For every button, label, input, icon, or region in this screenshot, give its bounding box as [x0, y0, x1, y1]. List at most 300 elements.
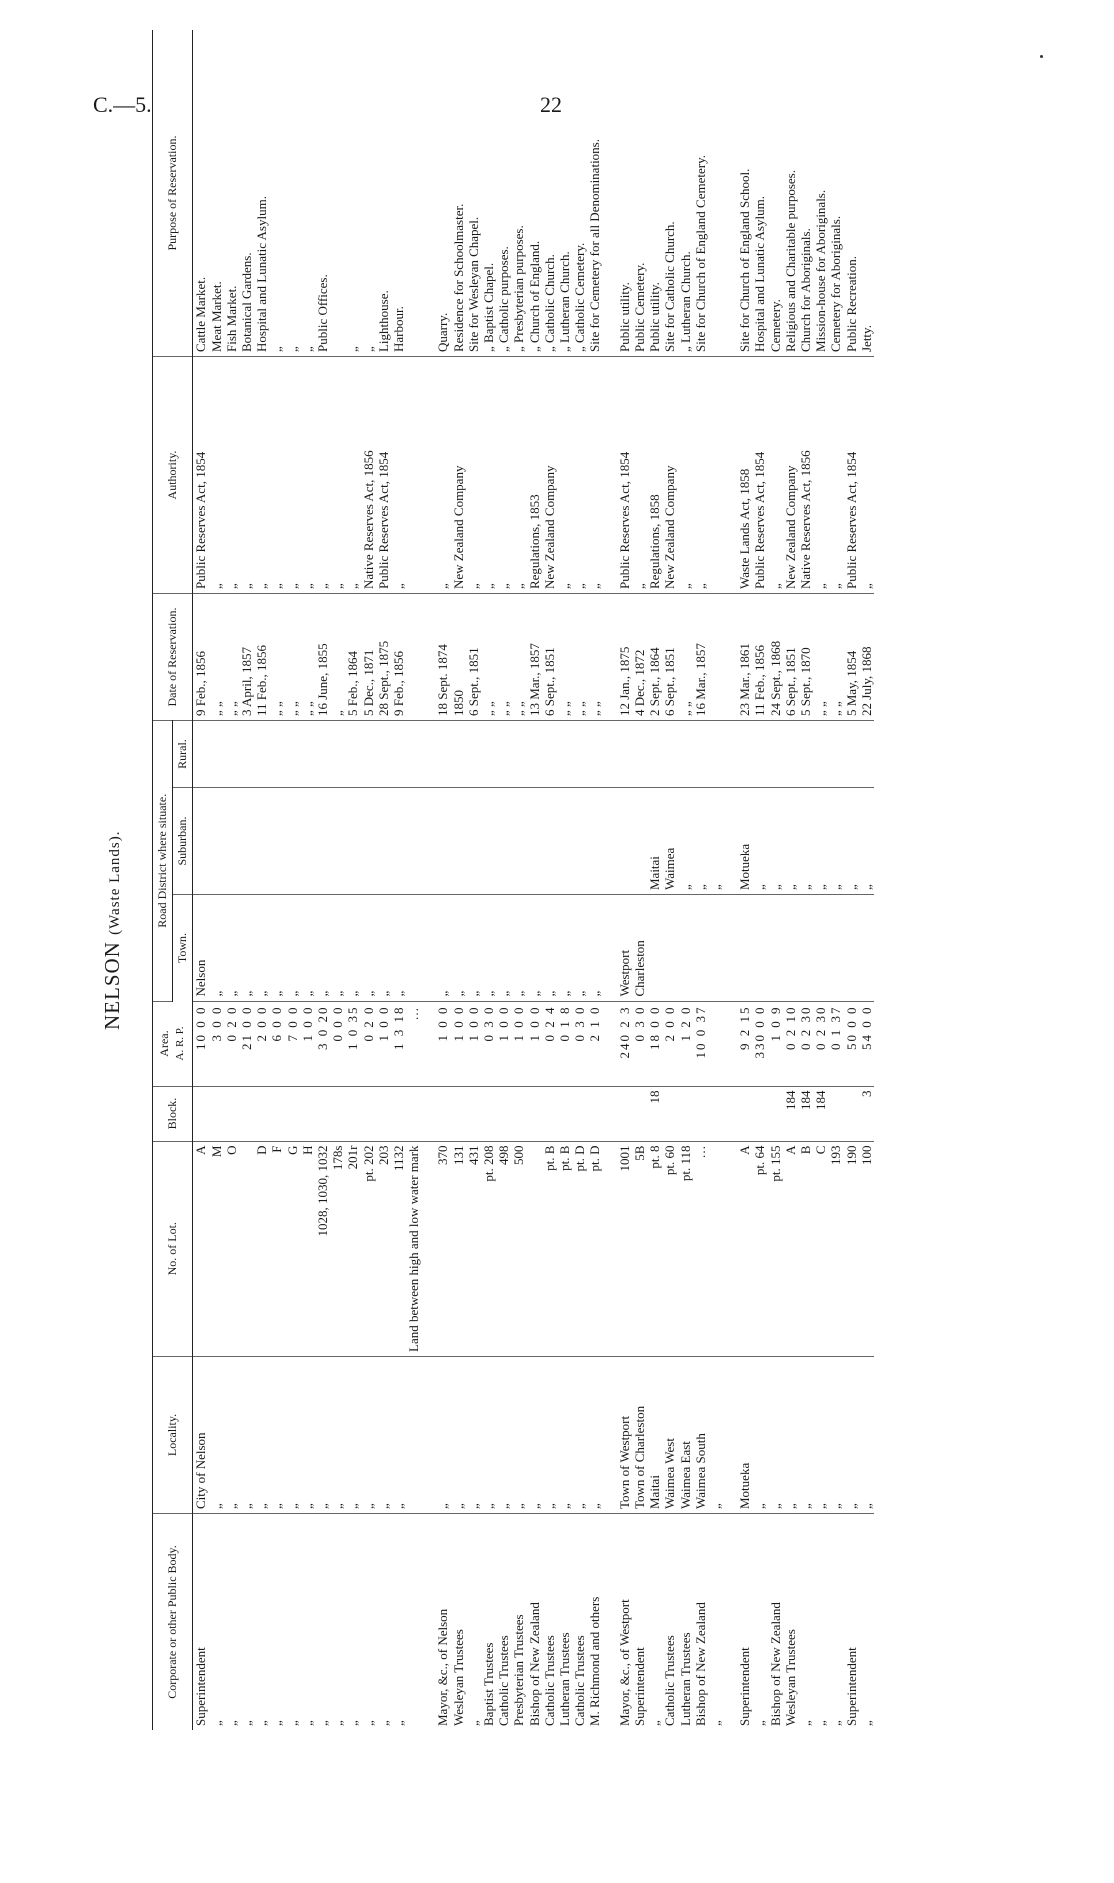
authority-cell: „ [269, 357, 284, 594]
date-cell: „ „ [813, 594, 828, 721]
block-cell [254, 1086, 269, 1141]
table-row [678, 30, 693, 1730]
locality-cell: „ [828, 1357, 843, 1514]
locality-cell: „ [209, 1357, 224, 1514]
authority-cell [708, 357, 723, 594]
area-cell: 1 0 0 [466, 1001, 481, 1086]
date-cell: „ „ [828, 594, 843, 721]
rural-cell [798, 721, 813, 788]
rural-cell [239, 721, 254, 788]
town-cell: „ [330, 895, 345, 1002]
body-cell: „ [239, 1720, 255, 1726]
table-row [435, 30, 450, 1730]
block-cell [345, 1086, 360, 1141]
purpose-cell: Public utility. [617, 30, 632, 357]
locality-cell: „ [844, 1357, 859, 1514]
area-cell: 0 1 37 [828, 1001, 843, 1086]
body-cell: Bishop of New Zealand [767, 1602, 783, 1726]
date-cell: 16 Mar., 1857 [693, 594, 708, 721]
date-cell: 5 Sept., 1870 [798, 594, 813, 721]
lot-cell: 178s [330, 1141, 345, 1356]
table-row [557, 30, 572, 1730]
block-cell [193, 1086, 209, 1141]
date-cell [708, 594, 723, 721]
locality-cell: „ [300, 1357, 315, 1514]
purpose-cell: „ [300, 30, 315, 357]
authority-cell: „ [572, 357, 587, 594]
authority-cell: „ [678, 357, 693, 594]
town-cell [828, 895, 843, 1002]
date-cell: 12 Jan., 1875 [617, 594, 632, 721]
col-block: Block. [153, 1086, 193, 1141]
date-cell: 16 June, 1855 [315, 594, 330, 721]
rural-cell [572, 721, 587, 788]
col-purpose: Purpose of Reservation. [153, 30, 193, 357]
suburban-cell [285, 788, 300, 895]
lot-cell: 203 [376, 1141, 391, 1356]
rural-cell [254, 721, 269, 788]
suburban-cell: „ [678, 788, 693, 895]
suburban-cell: „ [844, 788, 859, 895]
town-cell [647, 895, 662, 1002]
suburban-cell [406, 788, 421, 895]
rural-cell [828, 721, 843, 788]
area-cell: … [406, 1001, 421, 1086]
locality-cell: „ [315, 1357, 330, 1514]
area-cell: 10 0 0 [193, 1001, 209, 1086]
suburban-cell [587, 788, 602, 895]
town-cell: „ [285, 895, 300, 1002]
date-cell: 6 Sept., 1851 [662, 594, 677, 721]
table-row [768, 30, 783, 1730]
area-cell: 3 0 0 [209, 1001, 224, 1086]
lot-cell [239, 1141, 254, 1356]
table-row [391, 30, 406, 1730]
block-cell: 18 [647, 1086, 662, 1141]
table-row [587, 30, 602, 1730]
lot-cell: pt. 155 [768, 1141, 783, 1356]
suburban-cell [361, 788, 376, 895]
rural-cell [376, 721, 391, 788]
purpose-cell: Hospital and Lunatic Asylum. [752, 30, 767, 357]
block-cell [376, 1086, 391, 1141]
lot-cell: pt. B [557, 1141, 572, 1356]
lot-cell: C [813, 1141, 828, 1356]
town-cell: „ [209, 895, 224, 1002]
block-cell [542, 1086, 557, 1141]
authority-cell: Public Reserves Act, 1854 [193, 357, 209, 594]
date-cell: „ „ [300, 594, 315, 721]
body-cell: Superintendent [631, 1647, 647, 1726]
body-cell: „ [647, 1720, 663, 1726]
purpose-cell: „ Catholic purposes. [496, 30, 511, 357]
lot-cell: 193 [828, 1141, 843, 1356]
date-cell: 5 Feb., 1864 [345, 594, 360, 721]
block-cell [527, 1086, 542, 1141]
area-cell: 10 0 37 [693, 1001, 708, 1086]
suburban-cell [315, 788, 330, 895]
area-cell: 0 1 8 [557, 1001, 572, 1086]
purpose-cell: Cattle Market. [193, 30, 209, 357]
suburban-cell [511, 788, 526, 895]
rural-cell [768, 721, 783, 788]
town-cell [737, 895, 752, 1002]
table-row [783, 30, 798, 1730]
authority-cell: „ [813, 357, 828, 594]
table-row [752, 30, 767, 1730]
reserves-table-container [152, 30, 1012, 1730]
town-cell [768, 895, 783, 1002]
locality-cell: „ [542, 1357, 557, 1514]
speck-mark [1040, 55, 1043, 58]
table-row [511, 30, 526, 1730]
locality-cell: „ [708, 1357, 723, 1514]
block-cell [617, 1086, 632, 1141]
table-row [496, 30, 511, 1730]
authority-cell: „ [496, 357, 511, 594]
body-cell: Wesleyan Trustees [450, 1629, 466, 1726]
locality-cell: Maitai [647, 1357, 662, 1514]
table-row [572, 30, 587, 1730]
table-row [451, 30, 466, 1730]
area-cell: 1 0 0 [451, 1001, 466, 1086]
document-reference: C.—5. [93, 92, 152, 117]
locality-cell: City of Nelson [193, 1357, 209, 1514]
lot-cell: pt. D [572, 1141, 587, 1356]
town-cell: Westport [617, 895, 632, 1002]
body-cell: „ [752, 1720, 768, 1726]
rural-cell [511, 721, 526, 788]
date-cell: 22 July, 1868 [859, 594, 874, 721]
town-cell: „ [361, 895, 376, 1002]
locality-cell: „ [859, 1357, 874, 1514]
row-spacer [723, 30, 737, 1730]
purpose-cell: „ Lutheran Church. [678, 30, 693, 357]
locality-cell: „ [768, 1357, 783, 1514]
body-cell: „ [391, 1720, 407, 1726]
lot-cell: 5B [632, 1141, 647, 1356]
purpose-cell: Site for Wesleyan Chapel. [466, 30, 481, 357]
body-cell: „ [254, 1720, 270, 1726]
title-sub: (Waste Lands). [107, 830, 123, 935]
rural-cell [406, 721, 421, 788]
purpose-cell: Lighthouse. [376, 30, 391, 357]
table-row [376, 30, 391, 1730]
lot-cell: F [269, 1141, 284, 1356]
rural-cell [737, 721, 752, 788]
table-row [224, 30, 239, 1730]
rural-cell [285, 721, 300, 788]
block-cell [300, 1086, 315, 1141]
date-cell: 6 Sept., 1851 [466, 594, 481, 721]
area-cell: 54 0 0 [859, 1001, 874, 1086]
rural-cell [391, 721, 406, 788]
lot-cell: 190 [844, 1141, 859, 1356]
lot-cell: 201r [345, 1141, 360, 1356]
date-cell: „ „ [587, 594, 602, 721]
purpose-cell: „ Lutheran Church. [557, 30, 572, 357]
area-cell: 1 0 0 [376, 1001, 391, 1086]
rural-cell [752, 721, 767, 788]
rural-cell [693, 721, 708, 788]
town-cell [813, 895, 828, 1002]
col-town: Town. [173, 895, 193, 1002]
date-cell: 4 Dec., 1872 [632, 594, 647, 721]
suburban-cell [239, 788, 254, 895]
authority-cell: „ [391, 357, 406, 594]
authority-cell: „ [693, 357, 708, 594]
authority-cell: „ [345, 357, 360, 594]
locality-cell: „ [285, 1357, 300, 1514]
rural-cell [678, 721, 693, 788]
rural-cell [269, 721, 284, 788]
suburban-cell [632, 788, 647, 895]
rural-cell [783, 721, 798, 788]
authority-cell: Waste Lands Act, 1858 [737, 357, 752, 594]
purpose-cell: „ Catholic Church. [542, 30, 557, 357]
date-cell: „ „ [572, 594, 587, 721]
lot-cell: H [300, 1141, 315, 1356]
area-cell: 0 2 0 [361, 1001, 376, 1086]
date-cell: „ „ [678, 594, 693, 721]
col-authority: Authority. [153, 357, 193, 594]
col-body: Corporate or other Public Body. [153, 1514, 193, 1731]
purpose-cell: Site for Church of England Cemetery. [693, 30, 708, 357]
town-cell: „ [511, 895, 526, 1002]
suburban-cell [209, 788, 224, 895]
suburban-cell: „ [693, 788, 708, 895]
block-cell [361, 1086, 376, 1141]
lot-cell: 1028, 1030, 1032 [315, 1141, 330, 1356]
suburban-cell: Maitai [647, 788, 662, 895]
body-cell: Catholic Trustees [662, 1635, 678, 1726]
area-cell: 0 3 0 [572, 1001, 587, 1086]
rural-cell [632, 721, 647, 788]
table-row [254, 30, 269, 1730]
locality-cell: „ [572, 1357, 587, 1514]
locality-cell: „ [496, 1357, 511, 1514]
body-cell: „ [828, 1720, 844, 1726]
purpose-cell: „ [361, 30, 376, 357]
lot-cell: 1132 [391, 1141, 406, 1356]
area-cell: 1 3 18 [391, 1001, 406, 1086]
town-cell: „ [496, 895, 511, 1002]
suburban-cell: „ [768, 788, 783, 895]
table-row [330, 30, 345, 1730]
body-cell: „ [360, 1720, 376, 1726]
authority-cell: Public Reserves Act, 1854 [617, 357, 632, 594]
col-date: Date of Reservation. [153, 594, 193, 721]
purpose-cell: Cemetery. [768, 30, 783, 357]
town-cell [783, 895, 798, 1002]
rural-cell [708, 721, 723, 788]
town-cell: „ [557, 895, 572, 1002]
suburban-cell: „ [813, 788, 828, 895]
purpose-cell: Church for Aboriginals. [798, 30, 813, 357]
suburban-cell: „ [708, 788, 723, 895]
block-cell [496, 1086, 511, 1141]
town-cell [406, 895, 421, 1002]
locality-cell: „ [752, 1357, 767, 1514]
authority-cell: New Zealand Company [451, 357, 466, 594]
area-cell: 1 0 0 [527, 1001, 542, 1086]
body-cell: Superintendent [843, 1647, 859, 1726]
block-cell [511, 1086, 526, 1141]
body-cell: Lutheran Trustees [677, 1632, 693, 1726]
town-cell [662, 895, 677, 1002]
suburban-cell [481, 788, 496, 895]
area-cell: 50 0 0 [844, 1001, 859, 1086]
suburban-cell [269, 788, 284, 895]
town-cell: „ [527, 895, 542, 1002]
date-cell: 5 May, 1854 [844, 594, 859, 721]
rural-cell [466, 721, 481, 788]
authority-cell: Native Reserves Act, 1856 [361, 357, 376, 594]
body-cell: „ [223, 1720, 239, 1726]
block-cell [224, 1086, 239, 1141]
area-cell: 0 2 10 [783, 1001, 798, 1086]
area-cell: 1 0 0 [496, 1001, 511, 1086]
authority-cell: New Zealand Company [662, 357, 677, 594]
rural-cell [193, 721, 209, 788]
table-row [193, 30, 209, 1730]
area-cell: 2 0 0 [254, 1001, 269, 1086]
rural-cell [209, 721, 224, 788]
suburban-cell: „ [828, 788, 843, 895]
authority-cell: Public Reserves Act, 1854 [376, 357, 391, 594]
purpose-cell: Jetty. [859, 30, 874, 357]
purpose-cell: Fish Market. [224, 30, 239, 357]
lot-cell: 500 [511, 1141, 526, 1356]
body-cell: Baptist Trustees [481, 1642, 497, 1726]
date-cell: „ „ [209, 594, 224, 721]
date-cell: 1850 [451, 594, 466, 721]
area-cell: 6 0 0 [269, 1001, 284, 1086]
area-cell [708, 1001, 723, 1086]
town-cell: „ [300, 895, 315, 1002]
lot-cell: pt. 8 [647, 1141, 662, 1356]
purpose-cell [330, 30, 345, 357]
block-cell [315, 1086, 330, 1141]
date-cell: 24 Sept., 1868 [768, 594, 783, 721]
row-spacer [421, 30, 435, 1730]
lot-cell: O [224, 1141, 239, 1356]
area-cell: 1 2 0 [678, 1001, 693, 1086]
suburban-cell: Waimea [662, 788, 677, 895]
body-cell: Superintendent [193, 1647, 209, 1726]
body-cell: Catholic Trustees [572, 1635, 588, 1726]
body-cell: „ [315, 1720, 331, 1726]
locality-cell: „ [391, 1357, 406, 1514]
town-cell: „ [376, 895, 391, 1002]
table-row [693, 30, 708, 1730]
locality-cell: Town of Westport [617, 1357, 632, 1514]
suburban-cell: „ [783, 788, 798, 895]
authority-cell: „ [330, 357, 345, 594]
lot-cell: pt. 208 [481, 1141, 496, 1356]
table-row [632, 30, 647, 1730]
town-cell: „ [572, 895, 587, 1002]
suburban-cell: „ [859, 788, 874, 895]
purpose-cell: Cemetery for Aboriginals. [828, 30, 843, 357]
table-row [361, 30, 376, 1730]
rural-cell [435, 721, 450, 788]
area-cell: 2 1 0 [587, 1001, 602, 1086]
town-cell [859, 895, 874, 1002]
authority-cell: New Zealand Company [783, 357, 798, 594]
purpose-cell: Harbour. [391, 30, 406, 357]
rural-cell [300, 721, 315, 788]
block-cell [391, 1086, 406, 1141]
body-cell: „ [375, 1720, 391, 1726]
town-cell [693, 895, 708, 1002]
rural-cell [557, 721, 572, 788]
locality-cell: „ [783, 1357, 798, 1514]
suburban-cell: Motueka [737, 788, 752, 895]
town-cell: „ [451, 895, 466, 1002]
date-cell: 5 Dec., 1871 [361, 594, 376, 721]
suburban-cell [330, 788, 345, 895]
purpose-cell: Public utility. [647, 30, 662, 357]
date-cell: 6 Sept., 1851 [783, 594, 798, 721]
area-cell: 1 0 0 [511, 1001, 526, 1086]
body-cell: Bishop of New Zealand [526, 1602, 542, 1726]
block-cell: 3 [859, 1086, 874, 1141]
rural-cell [542, 721, 557, 788]
body-cell: „ [813, 1720, 829, 1726]
rural-cell [330, 721, 345, 788]
block-cell [662, 1086, 677, 1141]
table-row [542, 30, 557, 1730]
locality-cell: „ [798, 1357, 813, 1514]
block-cell [285, 1086, 300, 1141]
date-cell: „ „ [557, 594, 572, 721]
rural-cell [587, 721, 602, 788]
table-row [708, 30, 723, 1730]
authority-cell: „ [285, 357, 300, 594]
authority-cell: New Zealand Company [542, 357, 557, 594]
rural-cell [662, 721, 677, 788]
purpose-cell: Public Offices. [315, 30, 330, 357]
authority-cell: „ [466, 357, 481, 594]
town-cell: „ [481, 895, 496, 1002]
lot-cell: A [737, 1141, 752, 1356]
area-cell: 7 0 0 [285, 1001, 300, 1086]
body-cell: „ [330, 1720, 346, 1726]
area-cell: 1 0 0 [435, 1001, 450, 1086]
suburban-cell: „ [798, 788, 813, 895]
locality-cell: „ [330, 1357, 345, 1514]
date-cell: 9 Feb., 1856 [391, 594, 406, 721]
page-title [100, 830, 125, 1030]
locality-cell: „ [511, 1357, 526, 1514]
area-cell: 1 0 35 [345, 1001, 360, 1086]
table-row [269, 30, 284, 1730]
block-cell [209, 1086, 224, 1141]
purpose-cell: Site for Cemetery for all Denominations. [587, 30, 602, 357]
lot-cell [708, 1141, 723, 1356]
town-cell: Charleston [632, 895, 647, 1002]
town-cell: „ [542, 895, 557, 1002]
date-cell: „ „ [269, 594, 284, 721]
locality-cell: „ [813, 1357, 828, 1514]
locality-cell: „ [376, 1357, 391, 1514]
table-row [406, 30, 421, 1730]
locality-cell: „ [587, 1357, 602, 1514]
body-cell: M. Richmond and others [587, 1596, 603, 1726]
block-cell [481, 1086, 496, 1141]
block-cell: 184 [783, 1086, 798, 1141]
